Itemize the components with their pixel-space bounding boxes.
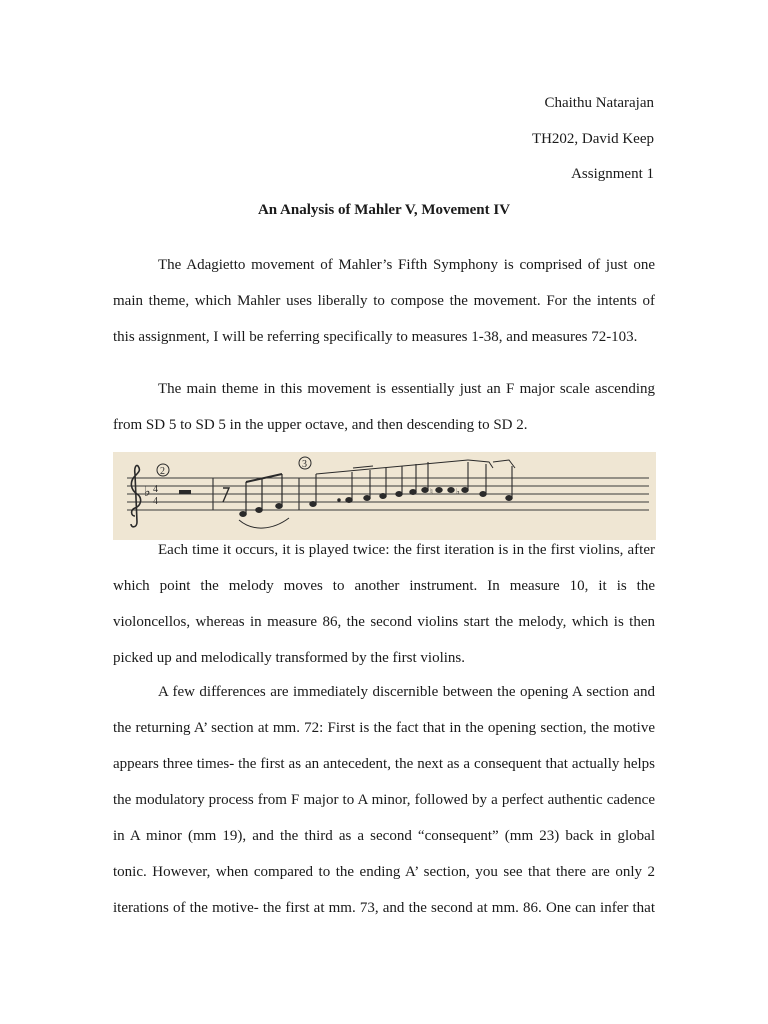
- score-excerpt-image: [113, 452, 656, 540]
- author-name: Chaithu Natarajan: [544, 95, 654, 111]
- paragraph-line: iterations of the motive- the first at mm. 73, and the second at mm. 86. One can infer that: [113, 900, 655, 916]
- staff-lines: [127, 478, 649, 510]
- paragraph-line: The main theme in this movement is essentially just an F major scale ascending: [158, 381, 655, 397]
- paragraph-line: tonic. However, when compared to the ending A’ section, you see that there are only 2: [113, 864, 655, 880]
- paragraph-line: this assignment, I will be referring specifically to measures 1-38, and measures 72-103.: [113, 329, 638, 345]
- paragraph-line: in A minor (mm 19), and the third as a second “consequent” (mm 23) back in global: [113, 828, 655, 844]
- document-title: An Analysis of Mahler V, Movement IV: [257, 202, 511, 218]
- time-signature-top: 4: [153, 484, 158, 495]
- paragraph-line: picked up and melodically transformed by the first violins.: [113, 650, 466, 666]
- paragraph-line: the returning A’ section at mm. 72: First is the fact that in the opening section, the motive: [113, 720, 655, 736]
- paragraph-line: The Adagietto movement of Mahler’s Fifth Symphony is comprised of just one: [158, 257, 655, 273]
- svg-text:♭: ♭: [456, 487, 460, 496]
- paragraph-line: A few differences are immediately discernible between the opening A section and: [158, 684, 655, 700]
- paragraph-line: appears three times- the first as an antecedent, the next as a consequent that actually helps: [113, 756, 655, 772]
- treble-clef-icon: [131, 465, 141, 526]
- paragraph-line: Each time it occurs, it is played twice: the first iteration is in the first violins, after: [158, 542, 655, 558]
- paragraph-4: [113, 683, 655, 935]
- paragraph-line: the modulatory process from F major to A minor, followed by a perfect authentic cadence: [113, 792, 655, 808]
- assignment-label: Assignment 1: [571, 166, 654, 182]
- paragraph-line: which point the melody moves to another instrument. In measure 10, it is the: [113, 578, 655, 594]
- paragraph-2: [113, 380, 655, 452]
- circled-mark-2: 2: [160, 466, 165, 477]
- circled-mark-3: 3: [302, 459, 307, 470]
- paragraph-line: main theme, which Mahler uses liberally to compose the movement. For the intents of: [113, 293, 655, 309]
- paragraph-1: [113, 256, 655, 364]
- time-signature-bottom: 4: [153, 496, 158, 507]
- course-info: TH202, David Keep: [531, 131, 654, 147]
- paragraph-line: violoncellos, whereas in measure 86, the second violins start the melody, which is then: [113, 614, 655, 630]
- paragraph-line: from SD 5 to SD 5 in the upper octave, and then descending to SD 2.: [113, 417, 528, 433]
- svg-text:♮: ♮: [430, 487, 433, 496]
- flat-sign-icon: ♭: [144, 484, 151, 500]
- paragraph-3: [113, 541, 655, 685]
